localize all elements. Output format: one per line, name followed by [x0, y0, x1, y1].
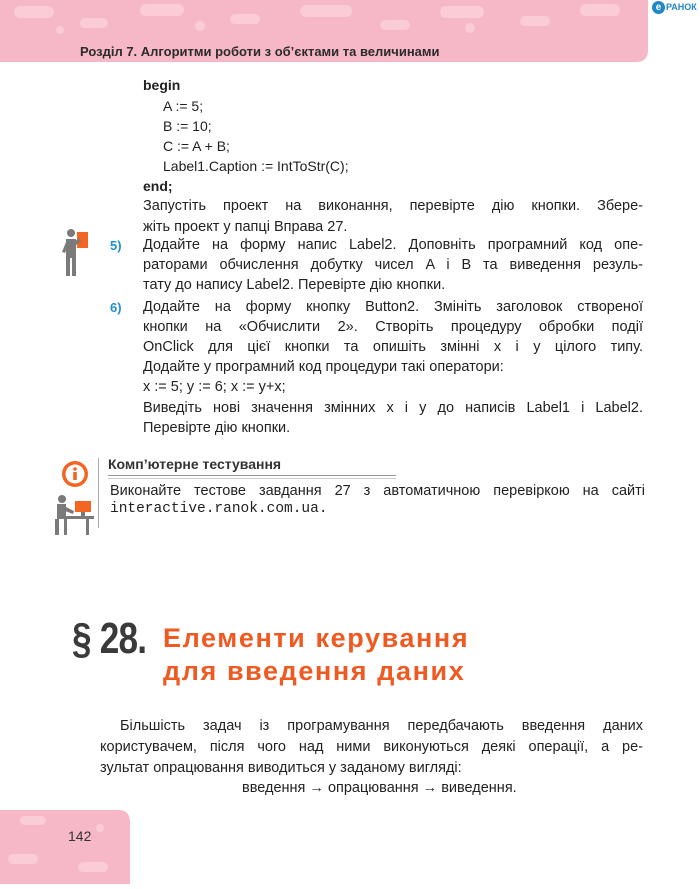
- testing-heading: Комп’ютерне тестування: [108, 456, 282, 472]
- logo-text: РАНОК: [666, 2, 697, 12]
- info-icon: [62, 461, 88, 487]
- step-line: Додайте у програмний код процедури такі оператори:: [143, 359, 504, 375]
- step-line: раторами обчислення добутку чисел A і B та виведення резуль-: [143, 257, 643, 273]
- section-title: Елементи керування: [163, 623, 470, 653]
- section-title: для введення даних: [163, 656, 466, 686]
- testing-text: Виконайте тестове завдання 27 з автоматичною перевіркою на сайті: [110, 483, 645, 499]
- computer-testing-icon-group: [50, 459, 100, 539]
- step-line: x := 5; y := 6; x := y+x;: [143, 379, 286, 395]
- step-line: Виведіть нові значення змінних x і y до написів Label1 і Label2.: [143, 400, 643, 416]
- body-line: Більшість задач із програмування передбачають введення даних: [120, 718, 643, 734]
- step-number: 5): [110, 238, 122, 253]
- logo-letter: e: [652, 1, 665, 14]
- code-line: A := 5;: [163, 98, 204, 114]
- section-number: § 28.: [72, 614, 147, 663]
- testing-rule: [108, 475, 396, 476]
- code-end: end;: [143, 178, 173, 194]
- paragraph-line: жіть проект у папці Вправа 27.: [143, 219, 348, 235]
- computer-user-icon: [55, 495, 94, 535]
- flow-line: введення → опрацювання → виведення.: [242, 780, 517, 796]
- person-practice-icon: [60, 228, 90, 278]
- step-line: Додайте на форму кнопку Button2. Змініть заголовок створеної: [143, 299, 643, 315]
- step-line: Додайте на форму напис Label2. Доповніть програмний код опе-: [143, 237, 643, 253]
- step-line: Перевірте дію кнопки.: [143, 420, 291, 436]
- publisher-logo: [652, 1, 697, 14]
- code-line: C := A + B;: [163, 138, 230, 154]
- testing-rule: [108, 478, 396, 479]
- step-line: OnClick для цієї кнопки та опишіть змінні x і y цілого типу.: [143, 339, 643, 355]
- paragraph-line: Запустіть проект на виконання, перевірте дію кнопки. Збере-: [143, 198, 643, 214]
- code-begin: begin: [143, 77, 181, 93]
- testing-link[interactable]: interactive.ranok.com.ua.: [110, 501, 328, 517]
- step-number: 6): [110, 300, 122, 315]
- step-line: кнопки на «Обчислити 2». Створіть процедуру обробки події: [143, 319, 643, 335]
- running-title: Розділ 7. Алгоритми роботи з об’єктами та величинами: [80, 44, 440, 59]
- body-line: користувачем, після чого над ними виконуються деякі операції, а ре-: [100, 739, 643, 755]
- footer-band: [0, 810, 130, 884]
- testing-divider: [98, 458, 99, 528]
- code-line: Label1.Caption := IntToStr(C);: [163, 158, 349, 174]
- step-line: тату до напису Label2. Перевірте дію кнопки.: [143, 277, 446, 293]
- page-number: 142: [68, 828, 92, 844]
- body-line: зультат опрацювання виводиться у заданому вигляді:: [100, 760, 462, 776]
- code-line: B := 10;: [163, 118, 212, 134]
